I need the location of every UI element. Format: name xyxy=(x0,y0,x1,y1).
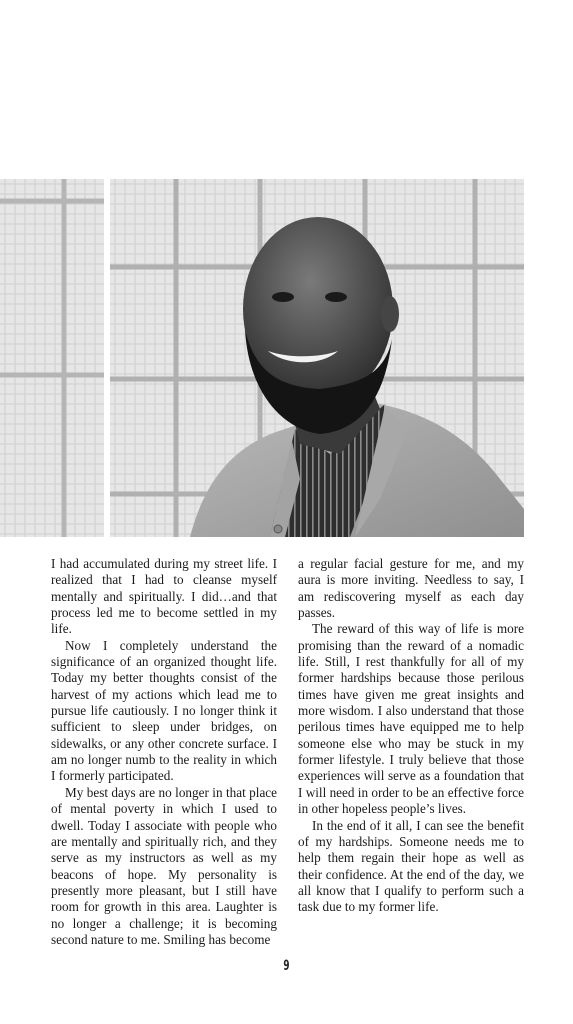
portrait-photo xyxy=(0,179,524,537)
page-number: 9 xyxy=(283,958,290,974)
glass-block-panel-left xyxy=(0,179,104,537)
paragraph: a regular facial gesture for me, and my aura is more inviting. Needless to say, I am rediscovering myself as each day passes. xyxy=(298,556,524,621)
paragraph: My best days are no longer in that place of mental poverty in which I used to dwell. Today I associate with people who are mentally and spiritually rich, and they serve as my instructors as well as my beacons of hope. My personality is presently more pleasant, but I still have room for growth in this area. Laughter is no longer a challenge; it is becoming second nature to me. Smiling has become xyxy=(51,784,277,947)
paragraph: In the end of it all, I can see the benefit of my hardships. Someone needs me to help them regain their hope as well as their confidence. At the end of the day, we all know that I qualify to perform such a task due to my former life. xyxy=(298,817,524,915)
text-column-left xyxy=(51,556,277,948)
paragraph: The reward of this way of life is more promising than the reward of a nomadic life. Still, I rest thankfully for all of my former hardships because those perilous times have given me great insights and more wisdom. I also understand that those perilous times have equipped me to help someone else who may be stuck in my former lifestyle. I truly believe that those experiences will serve as a foundation that I will need in order to be an effective force in other hopeless people’s lives. xyxy=(298,621,524,817)
paragraph: I had accumulated during my street life. I realized that I had to cleanse myself mentally and spiritually. I did…and that process led me to become settled in my life. xyxy=(51,556,277,637)
text-column-right xyxy=(298,556,524,916)
paragraph: Now I completely understand the significance of an organized thought life. Today my better thoughts consist of the harvest of my actions which lead me to pursue life cautiously. I no longer think it sufficient to sleep under bridges, on sidewalks, or any other concrete surface. I am no longer numb to the reality in which I formerly participated. xyxy=(51,637,277,784)
